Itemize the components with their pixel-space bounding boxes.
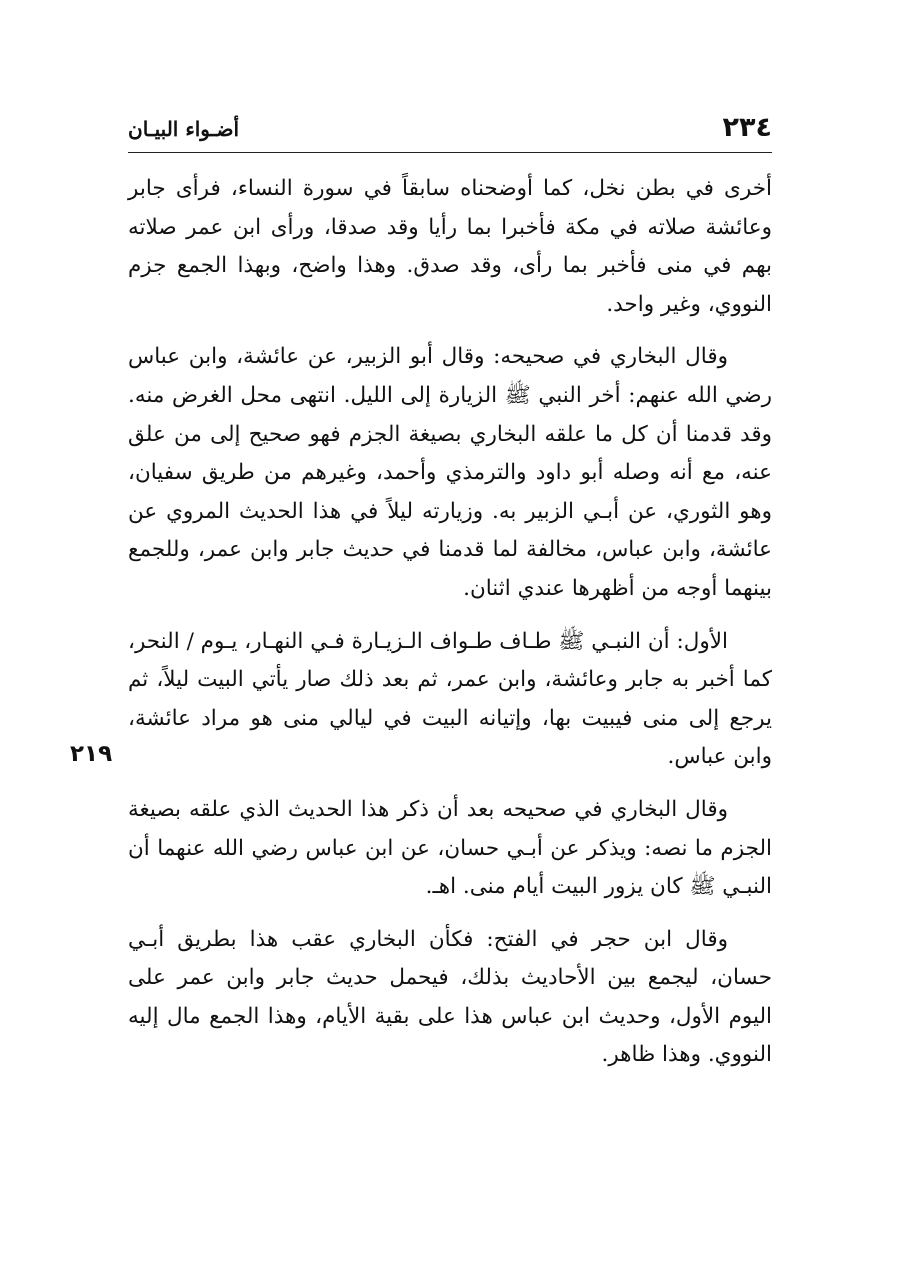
page-body — [128, 170, 772, 1089]
running-title: أضـواء البيـان — [128, 117, 240, 141]
page-header — [128, 108, 772, 153]
paragraph-first-view: الأول: أن النبـي ﷺ طـاف طـواف الـزيـارة فـي النهـار، يـوم / النحر، كما أخبر به جابر وعائشة، وابن عمر، ثم بعد ذلك صار يأتي البيت ليلاً، ثم يرجع إلى منى فيبيت بها، وإتيانه البيت في ليالي منى هو مراد عائشة، وابن عباس. — [128, 628, 772, 770]
margin-page-marker: ٢١٩ — [70, 741, 113, 767]
paragraph-continuation: أخرى في بطن نخل، كما أوضحناه سابقاً في سورة النساء، فرأى جابر وعائشة صلاته في مكة فأخبرا بما رأيا وقد صدقا، ورأى ابن عمر صلاته بهم في منى فأخبر بما رأى، وقد صدق. وهذا واضح، وبهذا الجمع جزم النووي، وغير واحد. — [128, 176, 772, 317]
paragraph-ibn-hajar: وقال ابن حجر في الفتح: فكأن البخاري عقب هذا بطريق أبـي حسان، ليجمع بين الأحاديث بذلك، فيحمل حديث جابر وابن عمر على اليوم الأول، وحديث ابن عباس هذا على بقية الأيام، وهذا الجمع مال إليه النووي. وهذا ظاهر. — [128, 926, 772, 1068]
page-number: ٢٣٤ — [722, 112, 772, 143]
paragraph-bukhari-second: وقال البخاري في صحيحه بعد أن ذكر هذا الحديث الذي علقه بصيغة الجزم ما نصه: ويذكر عن أبـي حسان، عن ابن عباس رضي الله عنهما أن النبـي ﷺ كان يزور البيت أيام منى. اهـ. — [128, 796, 772, 900]
paragraph-bukhari-quote: وقال البخاري في صحيحه: وقال أبو الزبير، عن عائشة، وابن عباس رضي الله عنهم: أخر النبي ﷺ الزيارة إلى الليل. انتهى محل الغرض منه. وقد قدمنا أن كل ما علقه البخاري بصيغة الجزم فهو صحيح إلى من علق عنه، مع أنه وصله أبو داود والترمذي وأحمد، وغيرهم من طريق سفيان، وهو الثوري، عن أبـي الزبير به. وزيارته ليلاً في هذا الحديث المروي عن عائشة، وابن عباس، مخالفة لما قدمنا في حديث جابر وابن عمر، وللجمع بينهما أوجه من أظهرها عندي اثنان. — [128, 344, 772, 601]
